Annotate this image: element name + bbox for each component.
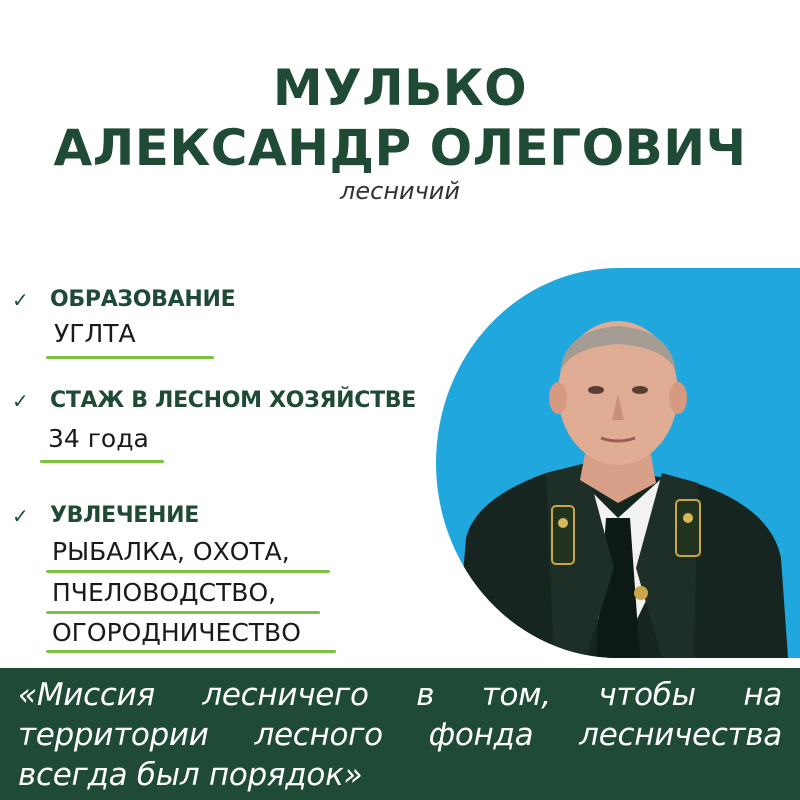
fact-heading: УВЛЕЧЕНИЕ bbox=[50, 503, 199, 528]
name-block bbox=[0, 58, 800, 178]
accent-underline bbox=[46, 611, 320, 614]
fact-value: 34 года bbox=[48, 424, 149, 453]
accent-underline bbox=[40, 460, 164, 463]
portrait-photo bbox=[436, 268, 800, 658]
given-names: АЛЕКСАНДР ОЛЕГОВИЧ bbox=[53, 119, 747, 177]
surname: МУЛЬКО bbox=[272, 59, 528, 117]
accent-underline bbox=[46, 356, 214, 359]
checkmark-icon: ✓ bbox=[12, 288, 29, 312]
checkmark-icon: ✓ bbox=[12, 389, 29, 413]
checkmark-icon: ✓ bbox=[12, 504, 29, 528]
fact-value: РЫБАЛКА, ОХОТА, bbox=[52, 537, 290, 566]
fact-heading: СТАЖ В ЛЕСНОМ ХОЗЯЙСТВЕ bbox=[50, 388, 417, 413]
job-title: лесничий bbox=[340, 177, 460, 205]
fact-value: УГЛТА bbox=[54, 319, 136, 348]
fact-heading: ОБРАЗОВАНИЕ bbox=[50, 287, 236, 312]
accent-underline bbox=[46, 570, 330, 573]
fact-value: ПЧЕЛОВОДСТВО, bbox=[52, 578, 277, 607]
mission-quote: «Миссия лесничего в том, чтобы на территории лесного фонда лесничества всегда был порядок» bbox=[18, 677, 782, 793]
fact-value: ОГОРОДНИЧЕСТВО bbox=[52, 618, 301, 647]
portrait-illustration bbox=[436, 268, 800, 658]
accent-underline bbox=[46, 650, 336, 653]
